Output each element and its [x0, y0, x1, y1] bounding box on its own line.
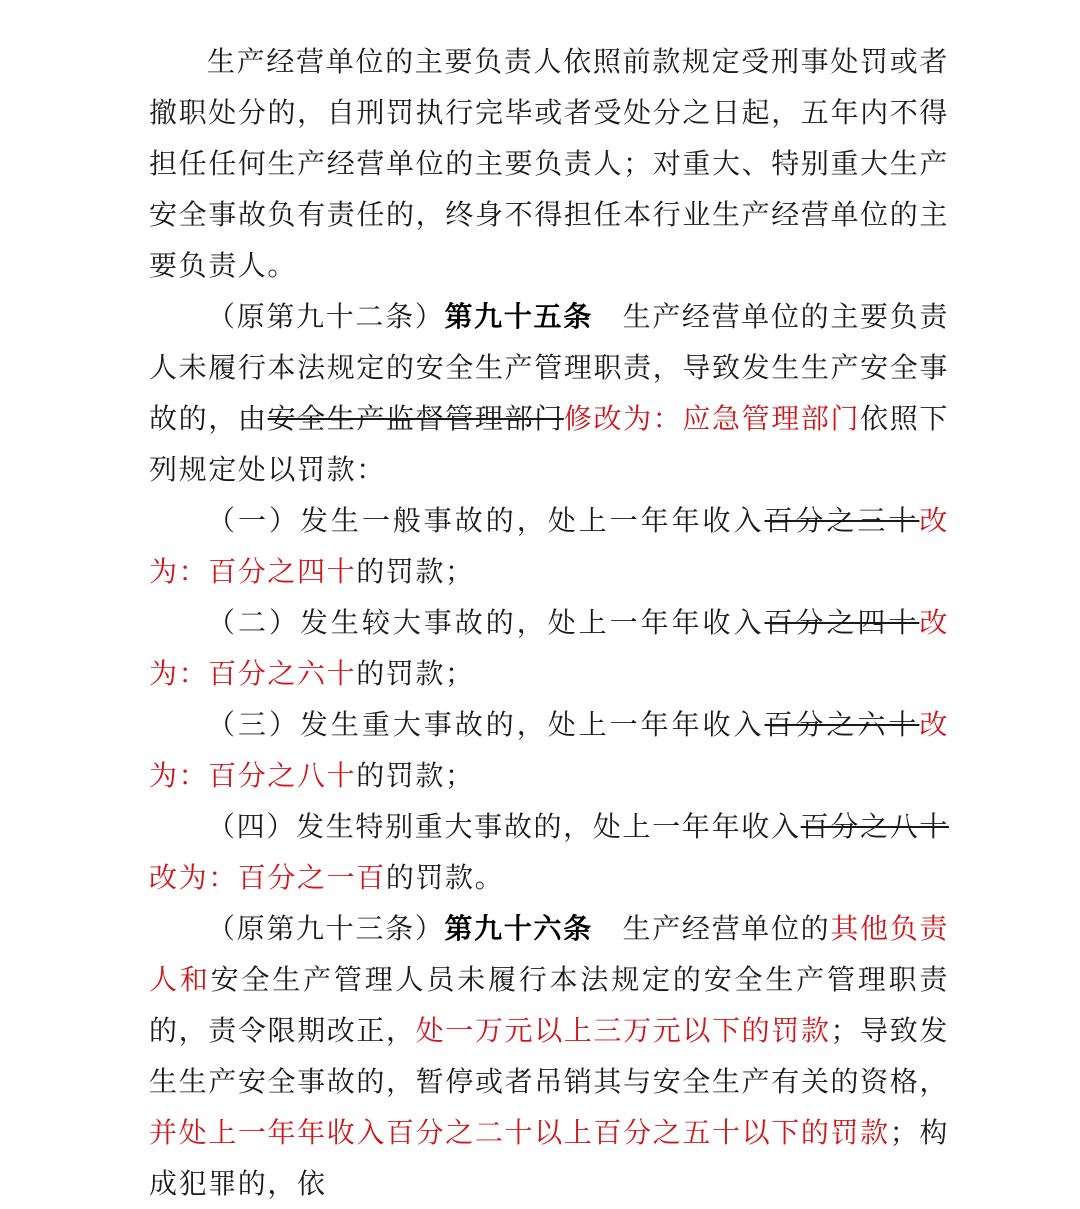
revised-text: 改为：百分之八十	[149, 708, 949, 792]
text-segment: （原第九十二条）	[207, 300, 445, 333]
revised-text: 修改为：应急管理部门	[563, 402, 861, 435]
text-segment: 的罚款；	[356, 555, 475, 588]
revised-text: 并处上一年年收入百分之二十以上百分之五十以下的罚款	[149, 1116, 890, 1149]
text-segment: 生产经营单位的	[592, 912, 831, 945]
text-segment: 安全生产管理人员未履行本法规定的安全生产管理职责的，责令限期改正，	[149, 963, 950, 1047]
article-heading: 第九十六条	[444, 912, 593, 945]
paragraph-6	[149, 903, 949, 1209]
paragraph-5	[149, 801, 949, 903]
text-segment: （原第九十三条）	[207, 912, 445, 945]
text-segment: （二）发生较大事故的，处上一年年收入	[207, 606, 765, 639]
document-body	[149, 36, 949, 1209]
paragraph-2	[149, 495, 949, 597]
text-segment: 的罚款。	[385, 861, 505, 894]
text-segment: （一）发生一般事故的，处上一年年收入	[207, 504, 765, 537]
paragraph-3	[149, 597, 949, 699]
deleted-text: 安全生产监督管理部门	[267, 402, 564, 435]
deleted-text: 百分之四十	[764, 606, 920, 639]
paragraph-1	[149, 291, 949, 495]
deleted-text: 百分之八十	[800, 810, 949, 843]
text-segment: （四）发生特别重大事故的，处上一年年收入	[207, 810, 801, 843]
paragraph-0	[149, 36, 949, 291]
article-heading: 第九十五条	[444, 300, 593, 333]
text-segment: 的罚款；	[356, 657, 475, 690]
revised-text: 改为：百分之六十	[149, 606, 949, 690]
paragraph-4	[149, 699, 949, 801]
revised-text: 改为：百分之四十	[149, 504, 949, 588]
text-segment: 的罚款；	[356, 759, 475, 792]
revised-text: 改为：百分之一百	[149, 861, 386, 894]
revised-text: 处一万元以上三万元以下的罚款	[415, 1014, 831, 1047]
deleted-text: 百分之三十	[764, 504, 920, 537]
text-segment: 生产经营单位的主要负责人依照前款规定受刑事处罚或者撤职处分的，自刑罚执行完毕或者受处分之日起，五年内不得担任任何生产经营单位的主要负责人；对重大、特别重大生产安全事故负有责任的，终身不得担任本行业生产经营单位的主要负责人。	[149, 45, 949, 282]
text-segment: 生产经营单位的主要负责人未履行本法规定的安全生产管理职责，导致发生生产安全事故的，由	[149, 300, 949, 435]
text-segment: 依照下列规定处以罚款：	[149, 402, 949, 486]
text-segment: ；导致发生生产安全事故的，暂停或者吊销其与安全生产有关的资格，	[149, 1014, 949, 1098]
text-segment: ；构成犯罪的，依	[149, 1116, 949, 1200]
revised-text: 其他负责人和	[149, 912, 949, 996]
deleted-text: 百分之六十	[764, 708, 920, 741]
text-segment: （三）发生重大事故的，处上一年年收入	[207, 708, 765, 741]
